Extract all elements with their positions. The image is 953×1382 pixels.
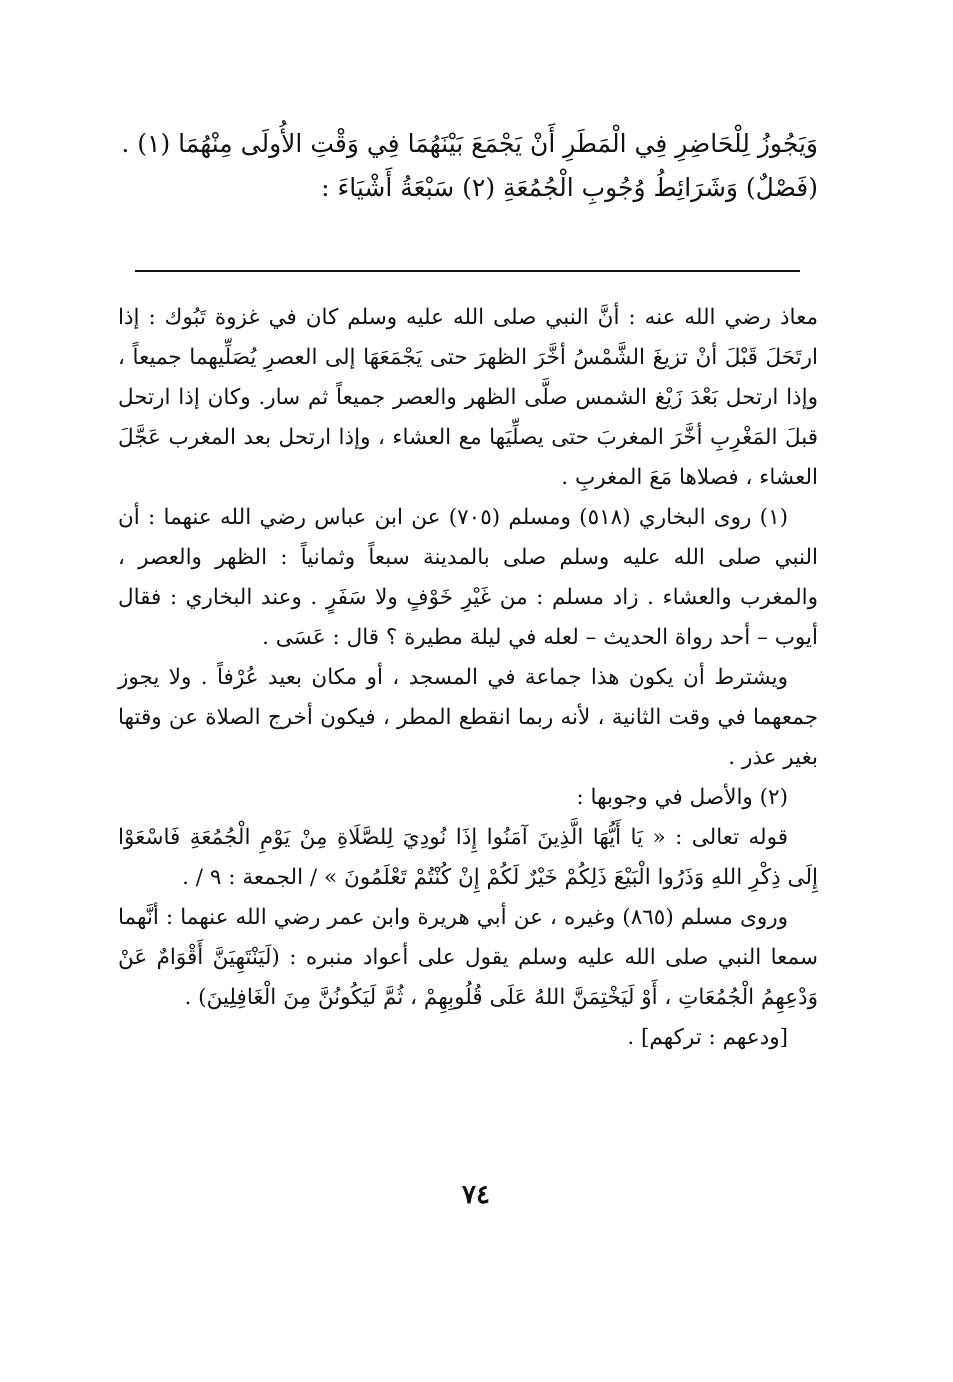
chapter-heading-paragraph: (فَصْلٌ) وَشَرَائِطُ وُجُوبِ الْجُمُعَةِ (٢) سَبْعَةُ أَشْيَاءَ : <box>321 173 818 202</box>
footnote-1-remark: ويشترط أن يكون هذا جماعة في المسجد ، أو مكان بعيد عُرْفاً . ولا يجوز جمعهما في وقت الثانية ، لأنه ربما انقطع المطر ، فيكون أخرج الصلاة عن وقتها بغير عذر . <box>118 665 818 770</box>
footnote-continuation: معاذ رضي الله عنه : أنَّ النبي صلى الله عليه وسلم كان في غزوة تَبُوك : إذا ارتَحَلَ قَبْلَ أنْ تزيغَ الشَّمْسُ أخَّرَ الظهرَ حتى يَجْمَعَهَا إلى العصرِ يُصَلِّيهما جميعاً ، وإذا ارتحل بَعْدَ زَيْغ الشمس صلَّى الظهر والعصر جميعاً ثم سار. وكان إذا ارتحل قبلَ المَغْرِبِ أخَّرَ المغربَ حتى يصلِّيَها مع العشاء ، وإذا ارتحل بعد المغرب عَجَّلَ العشاء ، فصلاها مَعَ المغربِ . <box>118 305 818 490</box>
page-number: ٧٤ <box>462 1180 490 1210</box>
main-paragraph: وَيَجُوزُ لِلْحَاضِرِ فِي الْمَطَرِ أَنْ يَجْمَعَ بَيْنَهُمَا فِي وَقْتِ الأُولَى مِنْهُمَا (١) . <box>121 129 818 158</box>
footnote-2-gloss: [ودعهم : تركهم] . <box>627 1025 788 1050</box>
footnote-1: (١) روى البخاري (٥١٨) ومسلم (٧٠٥) عن ابن عباس رضي الله عنهما : أن النبي صلى الله عليه وسلم صلى بالمدينة سبعاً وثمانياً : الظهر والعصر ، والمغرب والعشاء . زاد مسلم : من غَيْرِ خَوْفٍ ولا سَفَرٍ . وعند البخاري : فقال أيوب – أحد رواة الحديث – لعله في ليلة مطيرة ؟ قال : عَسَى . <box>118 505 818 650</box>
footnote-2-quran-verse: قوله تعالى : « يَا أَيُّهَا الَّذِينَ آمَنُوا إِذَا نُودِيَ لِلصَّلَاةِ مِنْ يَوْمِ الْجُمُعَةِ فَاسْعَوْا إِلَى ذِكْرِ اللهِ وَذَرُوا الْبَيْعَ ذَلِكُمْ خَيْرٌ لَكُمْ إِنْ كُنْتُمْ تَعْلَمُونَ » / الجمعة : ٩ / . <box>118 825 818 890</box>
footnote-divider <box>135 270 800 272</box>
footnote-2: (٢) والأصل في وجوبها : <box>576 785 788 810</box>
footnotes-block <box>118 298 818 1058</box>
main-text-block <box>118 122 818 210</box>
footnote-2-hadith: وروى مسلم (٨٦٥) وغيره ، عن أبي هريرة وابن عمر رضي الله عنهما : أنَّهما سمعا النبي صلى الله عليه وسلم يقول على أعواد منبره : (لَيَنْتَهِيَنَّ أَقْوَامٌ عَنْ وَدْعِهِمُ الْجُمُعَاتِ ، أَوْ لَيَخْتِمَنَّ اللهُ عَلَى قُلُوبِهِمْ ، ثُمَّ لَيَكُونُنَّ مِنَ الْغَافِلِينَ) . <box>118 905 818 1010</box>
